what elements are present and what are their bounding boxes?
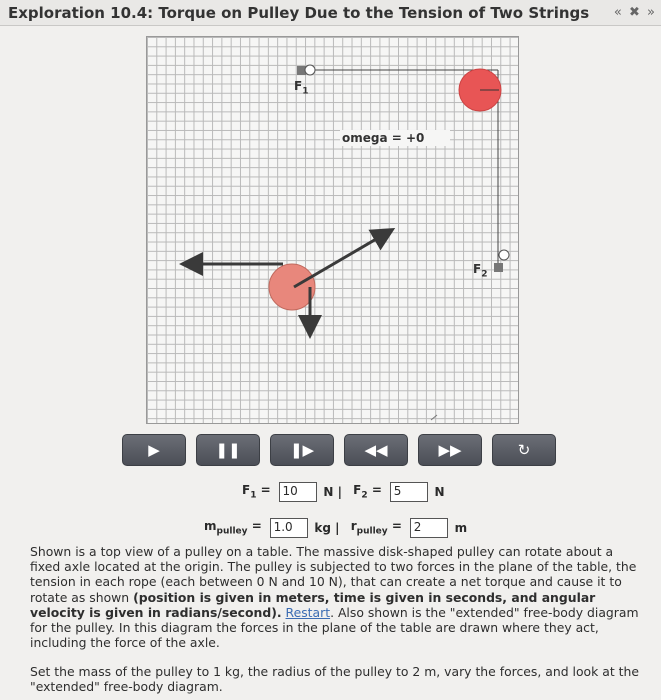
description-paragraph: Shown is a top view of a pulley on a table. The massive disk-shaped pulley can rotate about a fixed axle located at the origin. The pulley is subjected to two forces in the plane of the table, the tension in each rope (each between 0 N and 10 N), that can create a net torque and cause it to rotate as shown (position is given in meters, time is given in seconds, and angular velocity is given in radians/second). Restart. Also shown is the "extended" free-body diagram for the pulley. In this diagram the forces in the plane of the table are drawn where they act, including the force of the axle. [30,544,639,651]
f2-unit: N [434,485,445,499]
restart-button[interactable]: ↻ [492,434,556,466]
f1-unit: N | [323,485,347,499]
radius-unit: m [454,521,468,535]
fullscreen-icon[interactable]: ✖ [628,5,640,20]
f1-input-label: $F_1$ = [242,483,271,501]
f1-hand-icon[interactable] [297,65,315,75]
f1-label: $F_1$ [294,79,309,97]
pulley-disk[interactable] [269,264,315,310]
pulley-inputs-row [200,518,470,538]
simulation-drawing [147,37,520,425]
page-title: Exploration 10.4: Torque on Pulley Due to the Tension of Two Strings [8,4,590,22]
playback-controls [122,434,558,468]
next-page-icon[interactable]: » [647,5,655,20]
header-bar [0,0,661,26]
f2-label: $F_2$ [473,262,488,280]
f1-input[interactable]: 10 [279,482,317,502]
f2-hand-icon[interactable] [494,250,509,272]
play-button[interactable]: ▶ [122,434,186,466]
simulation-canvas[interactable] [146,36,519,424]
fast-forward-button[interactable]: ▶▶ [418,434,482,466]
force-inputs-row [238,482,448,502]
force-vector-axle [294,231,390,287]
rewind-button[interactable]: ◀◀ [344,434,408,466]
previous-page-icon[interactable]: « [613,5,622,20]
pause-button[interactable]: ❚❚ [196,434,260,466]
axis-tick [431,415,437,420]
f2-input[interactable]: 5 [390,482,428,502]
mass-unit: kg | [314,521,344,535]
mass-input-label: $m_{pulley}$ = [204,519,262,537]
mass-input[interactable]: 1.0 [270,518,308,538]
radius-input[interactable]: 2 [410,518,448,538]
step-button[interactable]: ❚▶ [270,434,334,466]
restart-link[interactable]: Restart [285,604,331,620]
radius-input-label: $r_{pulley}$ = [350,519,402,537]
instruction-paragraph: Set the mass of the pulley to 1 kg, the radius of the pulley to 2 m, vary the forces, and look at the "extended" free-body diagram. [30,664,639,695]
header-nav [611,5,655,20]
omega-readout: omega = +0 [340,130,450,146]
f2-input-label: $F_2$ = [353,483,382,501]
